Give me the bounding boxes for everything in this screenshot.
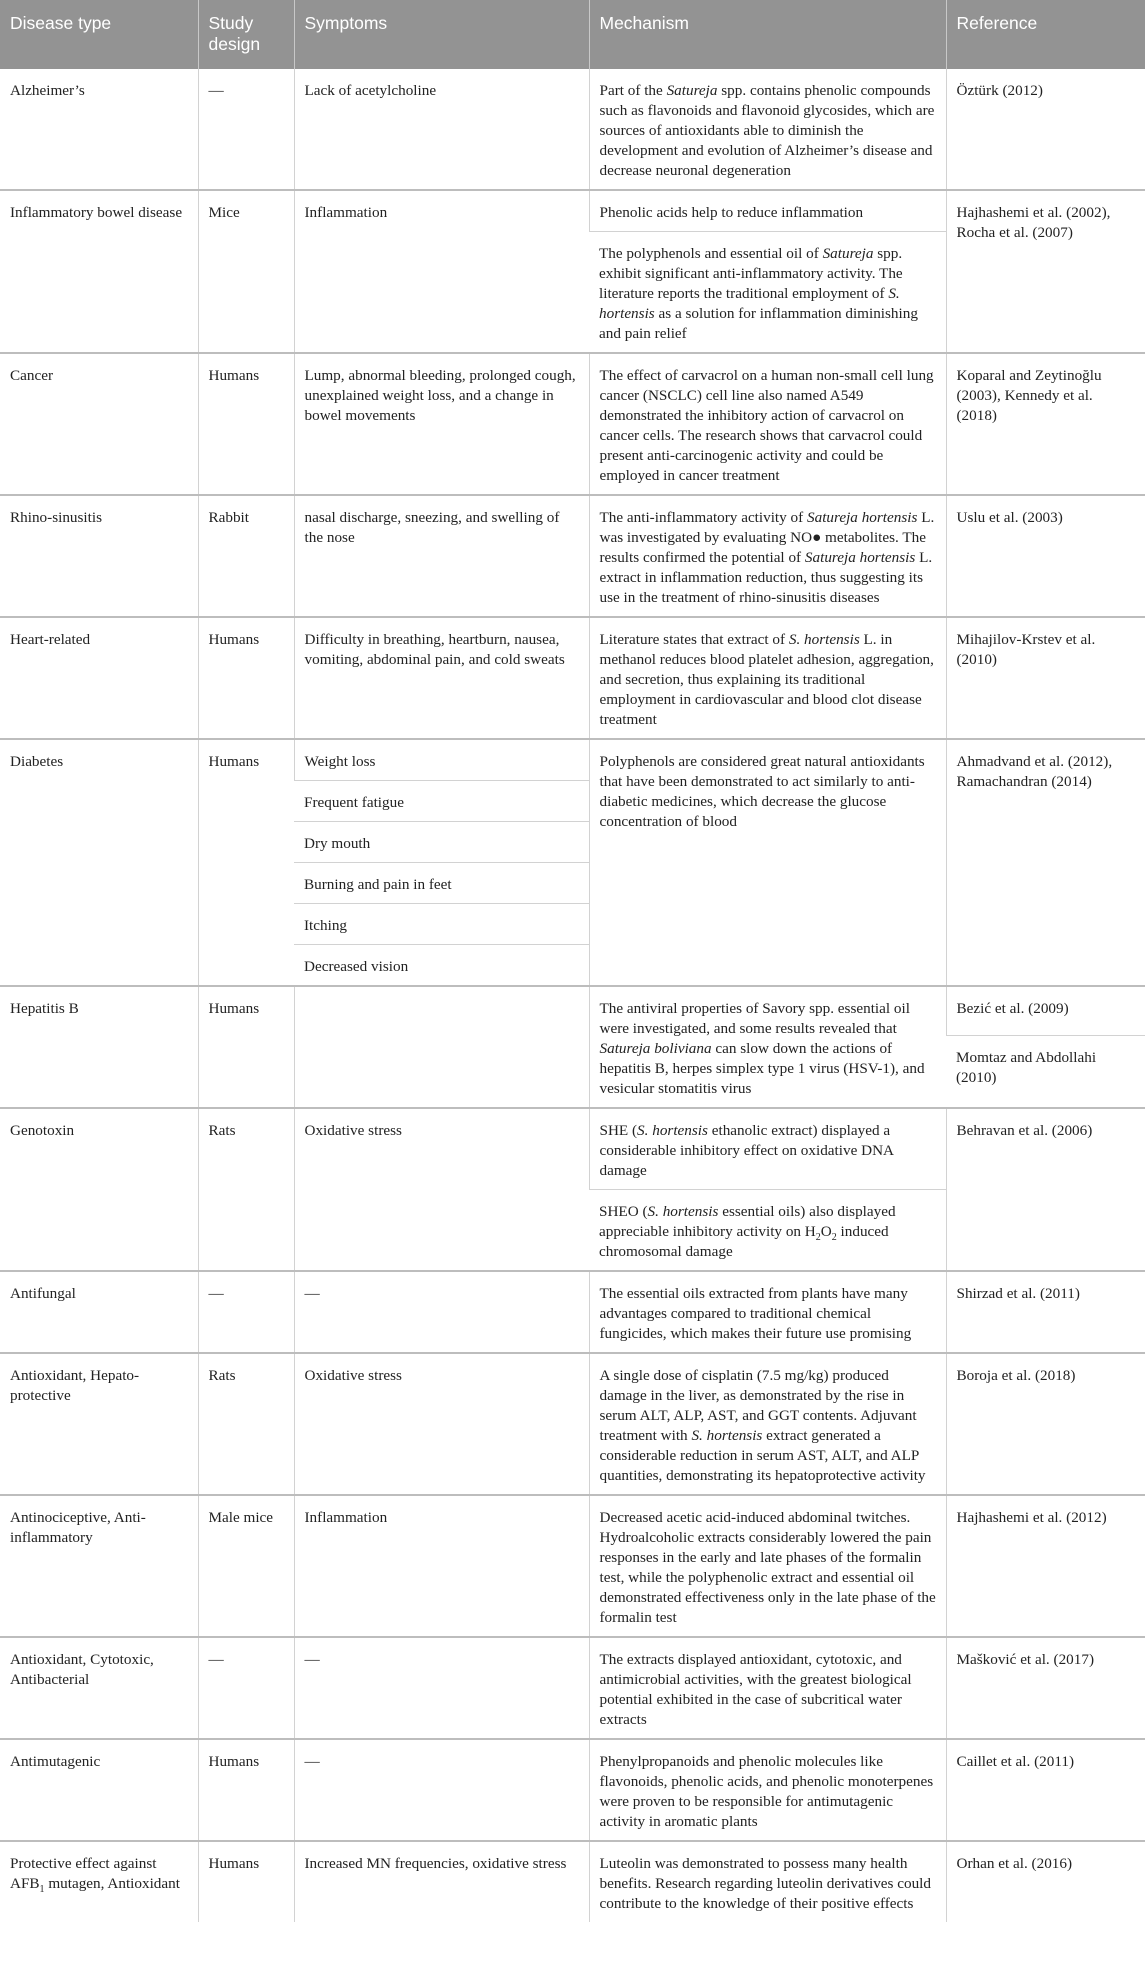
mechanism-cell: Polyphenols are considered great natural antioxidants that have been demonstrated to act similarly to anti-diabetic medicines, which decrease the glucose concentration of blood [589,739,946,986]
reference-cell: Behravan et al. (2006) [946,1108,1145,1271]
design-cell: Humans [198,1739,294,1841]
symptoms-cell: nasal discharge, sneezing, and swelling of the nose [294,495,589,617]
table-row [0,495,1145,617]
design-cell: Humans [198,986,294,1108]
table-row [0,1353,1145,1495]
mechanism-cell: Part of the Satureja spp. contains phenolic compounds such as flavonoids and flavonoid glycosides, which are sources of antioxidants able to diminish the development and evolution of Alzheimer’s disease and decrease neuronal degeneration [589,69,946,190]
mechanism-cell: The anti-inflammatory activity of Satureja hortensis L. was investigated by evaluating NO● metabolites. The results confirmed the potential of Satureja hortensis L. extract in inflammation reduction, thus suggesting its use in the treatment of rhino-sinusitis diseases [589,495,946,617]
mechanism-cell: The polyphenols and essential oil of Satureja spp. exhibit significant anti-inflammatory activity. The literature reports the traditional employment of S. hortensis as a solution for inflammation diminishing and pain relief [589,232,946,354]
disease-cell: Protective effect against $AFB_1$ mutagen, Antioxidant [0,1841,198,1922]
design-cell: Rats [198,1108,294,1271]
table-row [0,1739,1145,1841]
symptoms-cell: Increased MN frequencies, oxidative stress [294,1841,589,1922]
design-cell: — [198,1637,294,1739]
reference-cell: Mašković et al. (2017) [946,1637,1145,1739]
symptoms-cell [294,986,589,1108]
design-cell: Humans [198,739,294,986]
table-row [0,1271,1145,1353]
symptoms-cell: Inflammation [294,1495,589,1637]
header-mechanism: Mechanism [589,0,946,69]
symptoms-cell: Dry mouth [294,822,589,863]
header-symptoms: Symptoms [294,0,589,69]
disease-cell: Antioxidant, Hepato-protective [0,1353,198,1495]
mechanism-cell: Decreased acetic acid-induced abdominal twitches. Hydroalcoholic extracts considerably lowered the pain responses in the early and late phases of the formalin test, while the polyphenolic extract and essential oil demonstrated effectiveness only in the late phase of the formalin test [589,1495,946,1637]
design-cell: — [198,69,294,190]
header-disease-type: Disease type [0,0,198,69]
header-study-design: Study design [198,0,294,69]
symptoms-cell: Itching [294,904,589,945]
design-cell: Rabbit [198,495,294,617]
disease-cell: Diabetes [0,739,198,986]
design-cell: Mice [198,190,294,353]
symptoms-cell: Oxidative stress [294,1108,589,1271]
mechanism-cell: Phenolic acids help to reduce inflammation [589,190,946,232]
mechanism-cell: Luteolin was demonstrated to possess many health benefits. Research regarding luteolin derivatives could contribute to the knowledge of their positive effects [589,1841,946,1922]
reference-cell: Bezić et al. (2009) [946,986,1145,1035]
reference-cell: Koparal and Zeytinoğlu (2003), Kennedy et al. (2018) [946,353,1145,495]
mechanism-cell: The antiviral properties of Savory spp. essential oil were investigated, and some results revealed that Satureja boliviana can slow down the actions of hepatitis B, herpes simplex type 1 virus (HSV-1), and vesicular stomatitis virus [589,986,946,1108]
symptoms-cell: Oxidative stress [294,1353,589,1495]
symptoms-cell: — [294,1637,589,1739]
symptoms-cell: Frequent fatigue [294,781,589,822]
mechanism-cell: A single dose of cisplatin (7.5 mg/kg) produced damage in the liver, as demonstrated by the rise in serum ALT, ALP, AST, and GGT contents. Adjuvant treatment with S. hortensis extract generated a considerable reduction in serum AST, ALT, and ALP quantities, demonstrating its hepatoprotective activity [589,1353,946,1495]
reference-cell: Uslu et al. (2003) [946,495,1145,617]
disease-cell: Antinociceptive, Anti-inflammatory [0,1495,198,1637]
disease-cell: Antioxidant, Cytotoxic, Antibacterial [0,1637,198,1739]
symptoms-cell: Inflammation [294,190,589,353]
table-row [0,986,1145,1035]
disease-cell: Antifungal [0,1271,198,1353]
table-row [0,1495,1145,1637]
design-cell: — [198,1271,294,1353]
reference-cell: Shirzad et al. (2011) [946,1271,1145,1353]
disease-cell: Inflammatory bowel disease [0,190,198,353]
reference-cell: Öztürk (2012) [946,69,1145,190]
header-reference: Reference [946,0,1145,69]
reference-cell: Hajhashemi et al. (2012) [946,1495,1145,1637]
reference-cell: Hajhashemi et al. (2002), Rocha et al. (2007) [946,190,1145,353]
reference-cell: Caillet et al. (2011) [946,1739,1145,1841]
table-row [0,1841,1145,1922]
symptoms-cell: — [294,1739,589,1841]
table-row [0,1108,1145,1190]
mechanism-cell: SHE (S. hortensis ethanolic extract) displayed a considerable inhibitory effect on oxidative DNA damage [589,1108,946,1190]
design-cell: Humans [198,1841,294,1922]
table-row [0,69,1145,190]
table-row [0,353,1145,495]
design-cell: Humans [198,617,294,739]
reference-cell: Ahmadvand et al. (2012), Ramachandran (2014) [946,739,1145,986]
symptoms-cell: — [294,1271,589,1353]
disease-cell: Alzheimer’s [10,82,85,99]
disease-cell: Antimutagenic [0,1739,198,1841]
reference-cell: Mihajilov-Krstev et al. (2010) [946,617,1145,739]
header-row [0,0,1145,69]
reference-cell: Momtaz and Abdollahi (2010) [946,1035,1145,1108]
symptoms-cell: Difficulty in breathing, heartburn, nausea, vomiting, abdominal pain, and cold sweats [294,617,589,739]
reference-cell: Boroja et al. (2018) [946,1353,1145,1495]
design-cell: Rats [198,1353,294,1495]
mechanism-cell: SHEO (S. hortensis essential oils) also displayed appreciable inhibitory activity on $H_2O_2$ induced chromosomal damage [589,1190,946,1272]
disease-cell: Hepatitis B [0,986,198,1108]
disease-cell: Rhino-sinusitis [0,495,198,617]
symptoms-cell: Lump, abnormal bleeding, prolonged cough, unexplained weight loss, and a change in bowel movements [294,353,589,495]
disease-cell: Heart-related [0,617,198,739]
design-cell: Male mice [198,1495,294,1637]
mechanism-cell: Literature states that extract of S. hortensis L. in methanol reduces blood platelet adhesion, aggregation, and secretion, thus explaining its traditional employment in cardiovascular and blood clot disease treatment [589,617,946,739]
table-row [0,617,1145,739]
mechanism-cell: Phenylpropanoids and phenolic molecules like flavonoids, phenolic acids, and phenolic monoterpenes were proven to be responsible for antimutagenic activity in aromatic plants [589,1739,946,1841]
symptoms-cell: Weight loss [294,739,589,781]
disease-cell: Cancer [0,353,198,495]
design-cell: Humans [198,353,294,495]
symptoms-cell: Burning and pain in feet [294,863,589,904]
table-row [0,1637,1145,1739]
mechanism-cell: The essential oils extracted from plants have many advantages compared to traditional chemical fungicides, which makes their future use promising [589,1271,946,1353]
reference-cell: Orhan et al. (2016) [946,1841,1145,1922]
symptoms-cell: Lack of acetylcholine [294,69,589,190]
table-row [0,190,1145,232]
disease-cell: Genotoxin [0,1108,198,1271]
mechanism-cell: The extracts displayed antioxidant, cytotoxic, and antimicrobial activities, with the greatest biological potential exhibited in the case of subcritical water extracts [589,1637,946,1739]
mechanism-cell: The effect of carvacrol on a human non-small cell lung cancer (NSCLC) cell line also named A549 demonstrated the inhibitory action of carvacrol on cancer cells. The research shows that carvacrol could present anti-carcinogenic activity and could be employed in cancer treatment [589,353,946,495]
table-row [0,739,1145,781]
symptoms-cell: Decreased vision [294,945,589,987]
